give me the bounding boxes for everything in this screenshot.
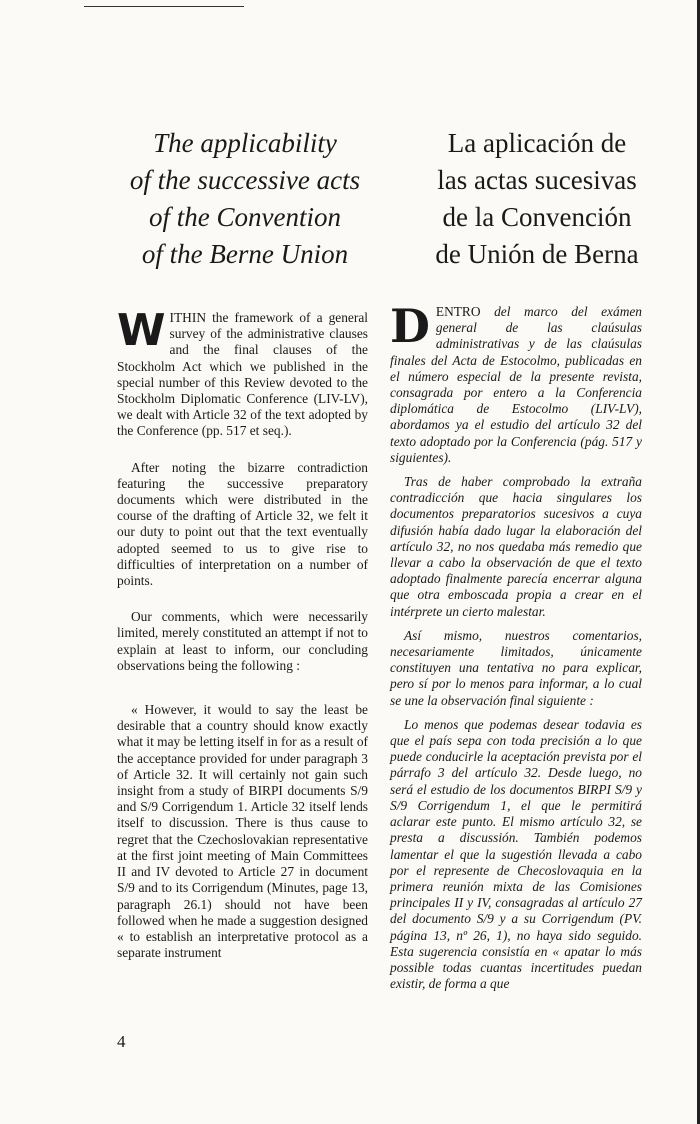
spanish-paragraph-1 — [390, 299, 642, 466]
english-paragraph-4: « However, it would to say the least be desirable that a country should know exactly what it may be letting itself in for as a result of the acceptance provided for under paragraph 3 of Article 32. It will certainly not gain such insight from a study of BIRPI documents S/9 and S/9 Corrigendum 1. Article 32 itself lends itself to discussion. There is thus cause to regret that the Czechoslovakian representative at the first joint meeting of Main Committees II and IV devoted to Article 27 in document S/9 and to its Corrigendum (Minutes, page 13, paragraph 26.1) should not have been followed when he made a suggestion designed « to establish an interpretative protocol as a separate instrument — [117, 702, 369, 961]
spanish-paragraph-1-text: del marco del exámen general de las claúsulas administrativas y de las claúsulas finales del Acta de Estocolmo, publicadas en el número especial de la presente revista, consagrada por entero a la Conferencia diplomática de Estocolmo (LIV-LV), abordamos ya el estudio del artículo 32 del texto adoptado por la Conferencia (pág. 517 y siguientes). — [390, 304, 642, 465]
spanish-paragraph-3: Así mismo, nuestros comentarios, necesariamente limitados, únicamente constituyen una tentativa no para explicar, pero sí por lo menos para informar, a lo cual se une la observación final siguiente : — [390, 627, 642, 708]
title-spanish — [392, 125, 682, 273]
title-es-line-4: de Unión de Berna — [435, 239, 639, 269]
english-column — [117, 305, 369, 961]
english-dropcap: W — [117, 305, 164, 356]
spanish-dropcap: D — [390, 299, 430, 353]
title-es-line-3: de la Convención — [442, 202, 632, 232]
title-english — [100, 125, 390, 273]
english-paragraph-3: Our comments, which were necessarily limited, merely constituted an attempt if not to explain at least to inform, our concluding observations being the following : — [117, 609, 368, 673]
spanish-lead-word: ENTRO — [435, 304, 481, 319]
title-en-line-4: of the Berne Union — [141, 239, 349, 269]
title-en-line-1: The applicability — [153, 128, 337, 158]
spanish-paragraph-4: Lo menos que podemas desear todavia es que el país sepa con toda precisión a lo que puede conducirle la aceptación prevista por el párrafo 3 del artículo 32. Desde luego, no será el estudio de los documentos BIRPI S/9 y S/9 Corrigendum 1, el que le permitirá aclarar este punto. El mismo artículo 32, se presta a discussión. También podemos lamentar el que la sugestión llevada a cabo por el represente de Checoslovaquia en la primera reunión mixta de las Comisiones principales II y IV, consagradas al artículo 27 del documento S/9 y a su Corrigendum (PV. página 13, nº 26, 1), no haya sido seguido. Esta sugerencia consistía en « apatar lo más possible todas cuantas incertitudes puedan existir, de forma a que — [390, 716, 642, 992]
spanish-column — [390, 299, 642, 1000]
english-paragraph-1 — [117, 305, 368, 440]
title-es-line-1: La aplicación de — [447, 128, 627, 158]
title-es-line-2: las actas sucesivas — [437, 165, 637, 195]
english-lead-word: ITHIN — [169, 310, 206, 325]
title-en-line-2: of the successive acts — [129, 165, 361, 195]
english-paragraph-1-text: the framework of a general survey of the administrative clauses and the final clauses of the Stockholm Act which we published in the special number of this Review devoted to the Stockholm Diplomatic Conference (LIV-LV), we dealt with Article 32 of the text adopted by the Conference (pp. 517 et seq.). — [117, 310, 368, 439]
title-en-line-3: of the Convention — [149, 202, 341, 232]
page-number: 4 — [117, 1032, 126, 1051]
top-rule — [84, 6, 244, 7]
english-paragraph-2: After noting the bizarre contradiction featuring the successive preparatory documents which were distributed in the course of the drafting of Article 32, we felt it our duty to point out that the text eventually adopted seemed to us to give rise to difficulties of interpretation on a number of points. — [117, 459, 368, 589]
spanish-paragraph-2: Tras de haber comprobado la extraña contradicción que hacia singulares los documentos preparatorios sucesivos a cuya difusión había dado lugar la elaboración del artículo 32, no nos quedaba más remedio que llevar a cabo la observación de que el texto adoptado finalmente parecía encerrar alguna que otra emboscada propia a crear en el intérprete un cierto malestar. — [390, 474, 642, 619]
